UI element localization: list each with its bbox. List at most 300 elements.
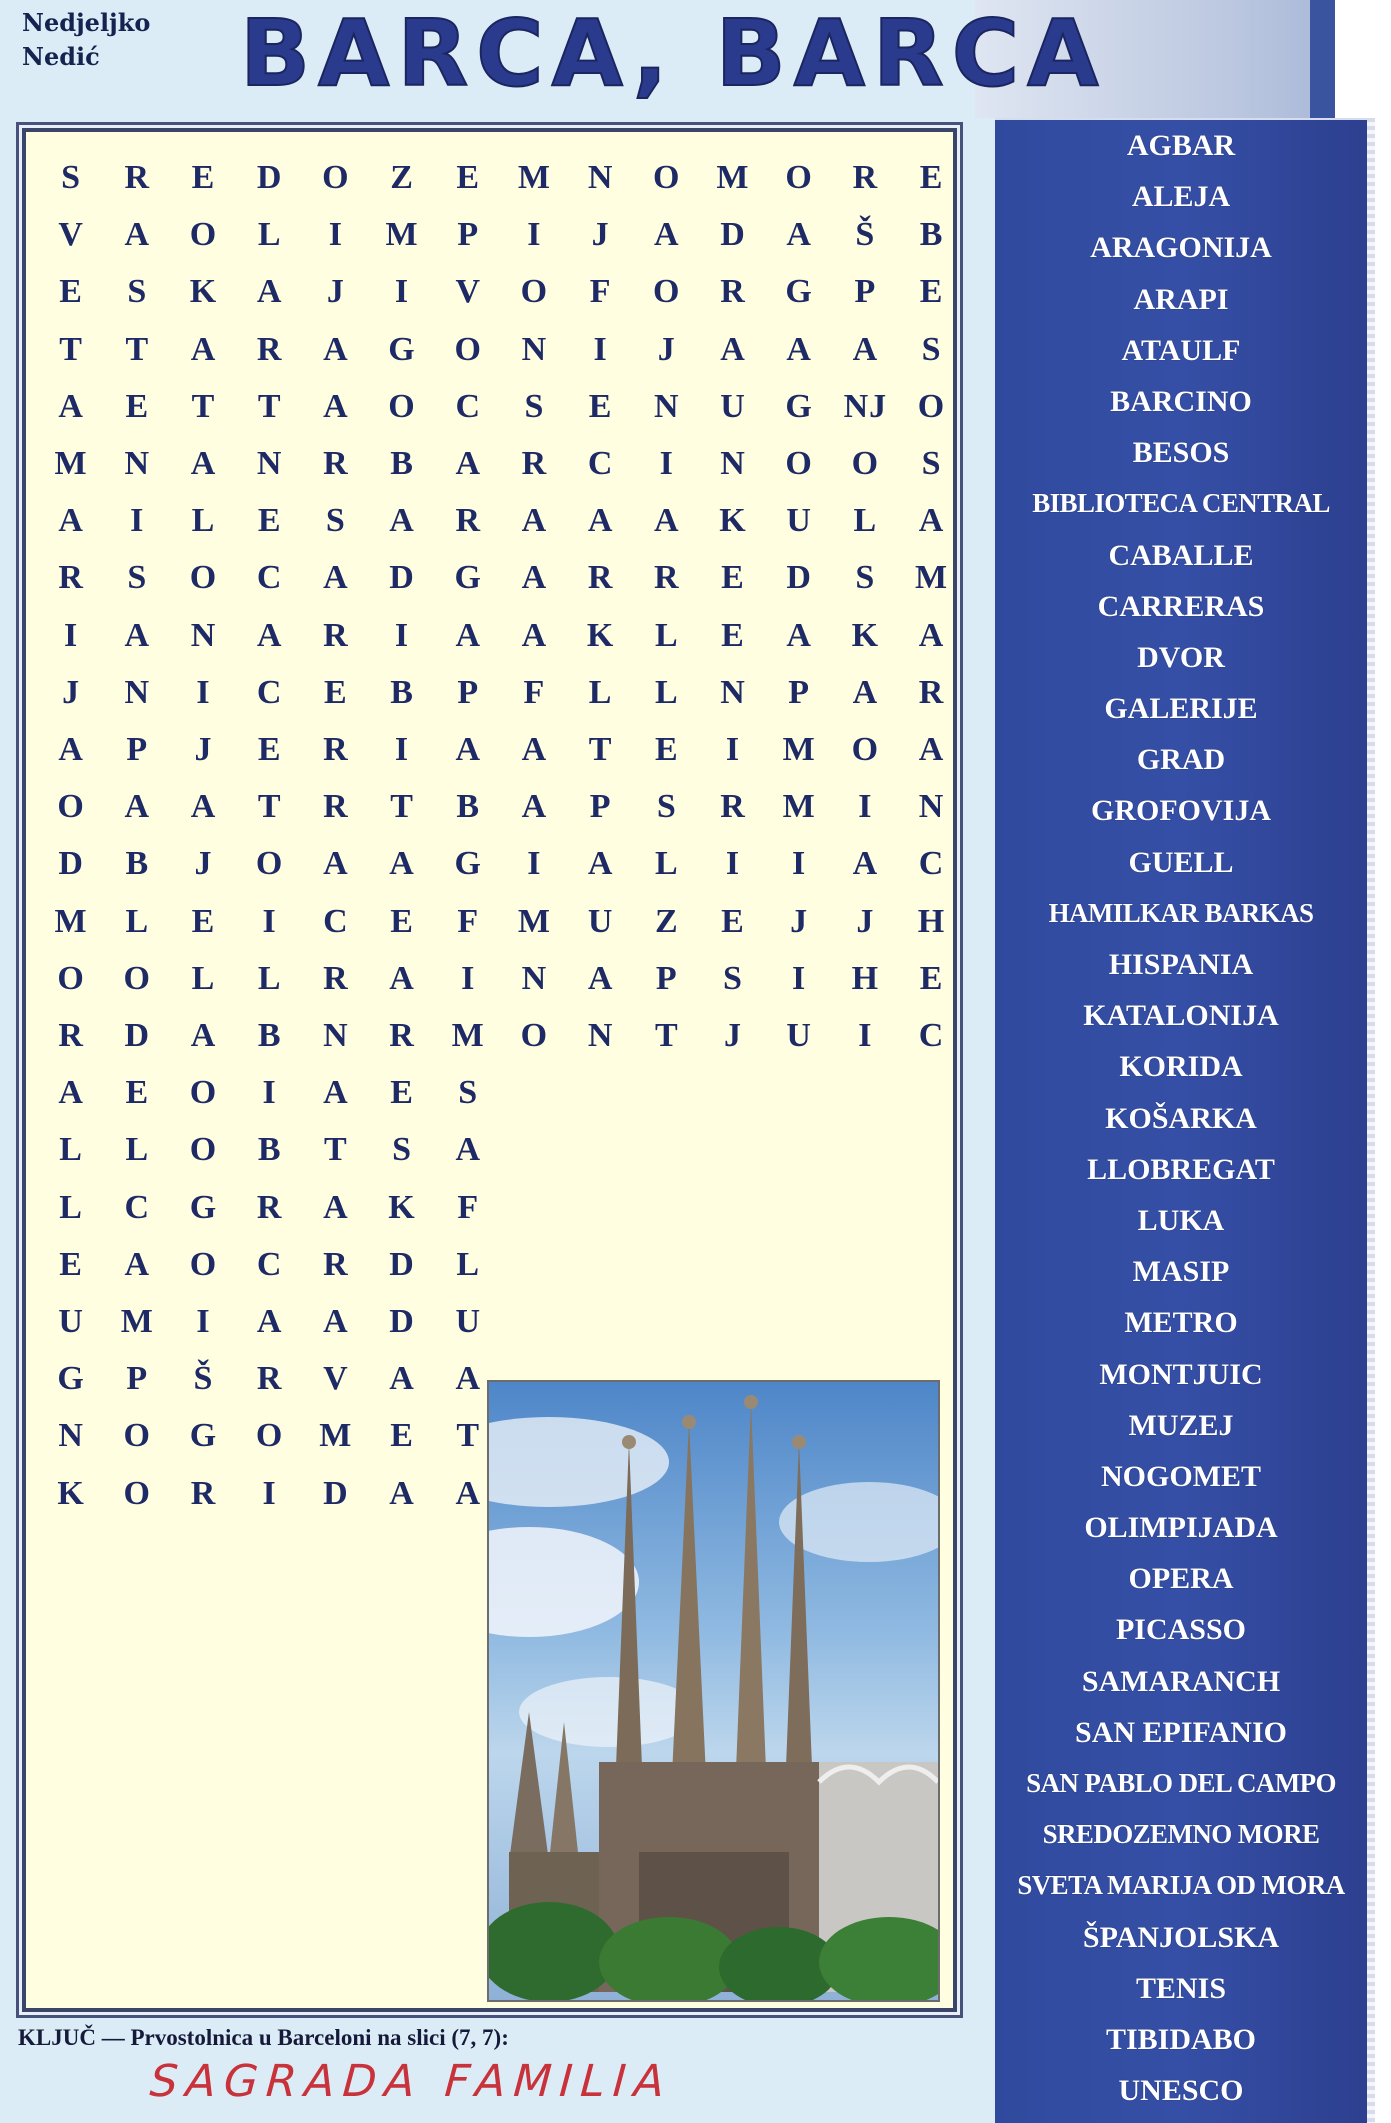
grid-letter: A [852,845,879,883]
grid-letter: R [720,273,746,311]
page-title: BARCA, BARCA [240,0,1107,107]
grid-letter: C [455,387,481,425]
word-list [995,120,1367,2123]
grid-letter: E [588,387,613,425]
grid-letter: O [454,330,482,368]
grid-letter: S [723,959,743,997]
grid-letter: C [918,1017,945,1054]
grid-letter: A [521,559,548,597]
grid-letter: A [124,788,151,826]
grid-letter: I [63,616,79,654]
grid-letter: A [786,616,812,654]
grid-letter: T [324,1131,348,1169]
grid-letter: A [455,1131,481,1169]
grid-letter: M [451,1017,485,1054]
grid-letter: D [720,216,746,254]
word-list-item: ARAPI [1133,282,1229,316]
grid-letter: M [517,902,551,940]
grid-letter: A [521,616,548,654]
grid-letter: G [454,845,482,883]
grid-row [38,1292,965,1352]
grid-letter: N [124,445,151,482]
grid-letter: S [127,273,148,311]
grid-letter: I [858,788,873,826]
grid-letter: D [389,1245,415,1283]
grid-letter: O [785,445,813,482]
grid-letter: M [716,159,750,196]
grid-letter: B [125,845,150,883]
grid-letter: F [523,673,546,711]
grid-letter: G [189,1188,218,1226]
grid-letter: A [323,330,349,368]
grid-letter: M [782,731,816,768]
grid-letter: A [58,1074,84,1112]
grid-letter: D [124,1017,151,1054]
grid-letter: O [520,273,549,311]
word-list-item: KORIDA [1119,1050,1243,1084]
grid-letter: U [58,1303,84,1340]
grid-letter: J [194,731,213,768]
grid-letter: P [457,673,480,711]
grid-letter: R [256,1188,283,1226]
grid-letter: P [788,673,811,711]
grid-letter: V [455,273,481,311]
grid-letter: D [389,559,415,597]
grid-letter: L [191,959,216,997]
grid-row [38,262,965,322]
grid-letter: I [130,502,145,540]
grid-letter: N [124,673,151,711]
grid-letter: I [527,216,542,254]
grid-letter: E [257,731,282,768]
grid-letter: C [256,673,283,711]
grid-letter: Z [654,902,679,940]
grid-letter: O [917,387,946,425]
word-list-item: ŠPANJOLSKA [1082,1920,1280,1954]
grid-letter: T [257,788,282,826]
grid-letter: A [389,845,415,883]
grid-letter: I [196,673,211,711]
grid-letter: L [654,845,679,883]
grid-row [38,377,965,437]
grid-letter: J [62,673,81,711]
grid-letter: E [257,502,282,540]
grid-letter: T [59,330,83,368]
grid-letter: P [126,1360,149,1398]
grid-letter: J [723,1017,742,1054]
grid-letter: R [521,445,548,482]
grid-letter: A [190,445,217,482]
grid-letter: M [54,902,88,940]
grid-letter: G [388,330,416,368]
grid-letter: O [189,216,218,254]
grid-letter: R [720,788,746,826]
word-list-item: HAMILKAR BARKAS [1048,897,1314,928]
grid-letter: S [325,502,346,540]
grid-letter: A [323,387,349,425]
grid-row [38,892,965,952]
word-list-item: HISPANIA [1108,948,1254,981]
sagrada-familia-photo [487,1380,940,2002]
grid-letter: K [719,502,747,540]
grid-letter: N [587,1017,614,1054]
word-list-item: SREDOZEMNO MORE [1042,1819,1320,1850]
grid-letter: D [389,1303,415,1340]
grid-letter: S [61,159,82,196]
grid-letter: K [388,1188,416,1226]
grid-letter: R [323,445,349,482]
grid-letter: L [125,1131,150,1169]
grid-letter: N [58,1417,84,1455]
grid-letter: A [323,559,349,597]
grid-letter: N [190,616,217,654]
grid-letter: A [918,616,945,654]
word-list-item: ALEJA [1131,180,1231,214]
grid-letter: T [390,788,414,826]
word-list-item: OLIMPIJADA [1084,1511,1278,1545]
grid-letter: Š [855,216,876,254]
grid-letter: L [59,1131,83,1169]
word-list-item: GUELL [1128,845,1234,879]
grid-letter: V [58,216,84,254]
grid-letter: J [790,902,809,940]
grid-row [38,720,965,780]
grid-letter: Š [193,1360,214,1398]
grid-letter: N [720,445,746,482]
grid-letter: N [720,673,746,711]
grid-letter: N [256,445,283,482]
grid-letter: R [323,788,349,826]
grid-letter: M [319,1417,353,1455]
grid-row [38,434,965,494]
grid-letter: A [786,330,812,368]
word-list-item: LLOBREGAT [1087,1152,1275,1186]
grid-letter: H [851,959,880,997]
grid-letter: G [189,1417,218,1455]
grid-letter: O [189,559,218,597]
grid-letter: K [57,1474,85,1512]
grid-letter: J [856,902,875,940]
grid-letter: O [322,159,350,196]
grid-letter: I [394,731,410,768]
grid-letter: U [587,902,614,940]
grid-letter: A [786,216,812,254]
grid-letter: S [524,387,545,425]
grid-letter: R [124,159,151,196]
grid-letter: S [458,1074,479,1112]
grid-letter: N [918,788,945,826]
grid-letter: E [390,902,414,940]
grid-letter: L [257,959,282,997]
grid-letter: U [786,1017,812,1054]
grid-letter: T [588,731,613,768]
grid-letter: S [127,559,148,597]
word-list-item: TIBIDABO [1105,2022,1257,2056]
grid-letter: A [720,330,746,368]
grid-letter: A [124,216,151,254]
grid-letter: R [455,502,481,540]
grid-letter: R [256,330,283,368]
word-list-item: BESOS [1132,436,1230,470]
grid-letter: C [256,1245,283,1283]
grid-letter: A [587,502,614,540]
grid-letter: O [520,1017,549,1054]
grid-letter: C [587,445,614,482]
grid-letter: A [654,216,680,254]
grid-letter: E [456,159,481,196]
grid-letter: M [517,159,551,196]
word-list-item: SAN PABLO DEL CAMPO [1026,1768,1336,1798]
grid-letter: S [656,788,677,826]
grid-letter: E [191,902,216,940]
word-list-item: CABALLE [1108,538,1254,572]
grid-letter: M [782,788,816,826]
grid-letter: O [653,159,681,196]
grid-letter: A [918,731,945,768]
grid-letter: P [655,959,678,997]
grid-letter: J [591,216,610,254]
grid-letter: A [455,445,481,482]
grid-letter: M [120,1303,154,1340]
grid-row [38,320,965,380]
grid-letter: O [255,845,284,883]
grid-letter: R [654,559,680,597]
grid-letter: E [919,959,944,997]
grid-letter: O [255,1417,284,1455]
grid-letter: I [262,902,277,940]
grid-letter: A [389,1360,415,1398]
grid-letter: I [725,731,741,768]
grid-letter: A [521,502,548,540]
grid-letter: A [455,1474,481,1512]
grid-letter: A [190,330,217,368]
word-list-item: MONTJUIC [1099,1357,1263,1391]
handwritten-answer: SAGRADA FAMILIA [148,2056,674,2107]
grid-letter: E [390,1417,414,1455]
grid-letter: N [654,387,680,425]
grid-letter: A [389,502,415,540]
grid-letter: T [456,1417,481,1455]
grid-letter: V [323,1360,349,1398]
grid-letter: L [191,502,216,540]
grid-letter: R [256,1360,283,1398]
word-list-item: NOGOMET [1100,1459,1261,1493]
grid-letter: O [785,159,813,196]
grid-letter: NJ [843,387,888,425]
grid-letter: L [853,502,878,540]
word-list-item: ATAULF [1121,333,1241,367]
grid-letter: I [792,845,807,883]
grid-letter: A [521,788,548,826]
grid-letter: E [721,616,745,654]
grid-row [38,1063,965,1123]
grid-letter: I [792,959,807,997]
grid-letter: D [786,559,812,597]
grid-letter: A [323,1188,349,1226]
grid-letter: F [589,273,612,311]
grid-letter: J [194,845,213,883]
grid-letter: E [324,673,348,711]
grid-letter: O [653,273,681,311]
grid-row [38,1006,965,1066]
grid-letter: A [58,387,84,425]
grid-letter: L [59,1188,83,1226]
grid-letter: E [125,1074,150,1112]
word-list-item: PICASSO [1115,1613,1247,1647]
word-list-item: ARAGONIJA [1090,231,1272,265]
grid-letter: T [257,387,282,425]
grid-row [38,1235,965,1295]
grid-letter: O [57,959,85,997]
grid-letter: S [921,330,942,368]
grid-letter: A [654,502,680,540]
grid-letter: A [256,1303,283,1340]
cathedral-illustration [489,1382,938,2000]
grid-row [38,777,965,837]
word-list-item: METRO [1124,1306,1238,1340]
grid-letter: A [256,616,283,654]
grid-letter: I [262,1474,277,1512]
grid-letter: A [587,959,614,997]
word-list-item: CARRERAS [1097,589,1265,623]
grid-letter: E [721,559,745,597]
grid-letter: A [455,731,481,768]
grid-letter: R [389,1017,415,1054]
grid-letter: K [586,616,615,654]
grid-letter: R [323,731,349,768]
grid-letter: I [659,445,674,482]
grid-letter: E [919,273,944,311]
grid-letter: A [58,502,84,540]
grid-letter: L [456,1245,481,1283]
grid-letter: R [58,559,84,597]
key-hint: KLJUČ — Prvostolnica u Barceloni na slici (7, 7): [18,2025,509,2050]
grid-letter: I [394,273,410,311]
grid-letter: N [587,159,614,196]
grid-letter: O [123,1417,151,1455]
author-name [22,6,150,74]
grid-letter: E [191,159,216,196]
grid-letter: P [854,273,877,311]
word-list-item: BIBLIOTECA CENTRAL [1032,488,1330,519]
grid-letter: P [126,731,149,768]
grid-letter: O [189,1074,218,1112]
grid-letter: G [785,273,813,311]
grid-letter: E [654,731,679,768]
grid-letter: I [196,1303,211,1340]
word-list-item: KOŠARKA [1105,1101,1257,1135]
grid-letter: L [654,673,679,711]
grid-letter: A [852,330,879,368]
grid-letter: E [721,902,745,940]
grid-letter: P [589,788,612,826]
grid-letter: Z [390,159,414,196]
grid-letter: I [527,845,542,883]
author-first-name: Nedjeljko [22,8,151,37]
grid-letter: I [725,845,741,883]
grid-letter: R [587,559,614,597]
grid-letter: N [521,959,548,997]
grid-letter: A [323,1074,349,1112]
grid-letter: T [125,330,150,368]
grid-letter: C [323,902,349,940]
grid-letter: F [457,902,480,940]
grid-letter: B [919,216,944,254]
grid-letter: A [852,673,879,711]
grid-row [38,205,965,265]
grid-row [38,834,965,894]
grid-letter: N [323,1017,349,1054]
grid-letter: I [858,1017,873,1054]
grid-letter: M [914,559,949,597]
word-list-item: TENIS [1135,1971,1227,2005]
word-list-item: AGBAR [1126,129,1236,162]
word-list-item: OPERA [1128,1562,1234,1596]
word-list-item: SAMARANCH [1081,1664,1281,1698]
grid-letter: A [455,1360,481,1398]
grid-letter: B [257,1017,282,1054]
grid-letter: O [388,387,416,425]
grid-letter: A [124,616,151,654]
word-list-item: SVETA MARIJA OD MORA [1017,1870,1345,1901]
grid-letter: K [189,273,218,311]
word-list-item: GALERIJE [1104,692,1258,726]
grid-letter: S [392,1131,412,1169]
grid-letter: M [385,216,419,254]
word-list-item: MUZEJ [1128,1408,1234,1442]
grid-row [38,548,965,608]
grid-letter: A [587,845,614,883]
grid-letter: E [919,159,944,196]
grid-letter: C [256,559,283,597]
grid-row [38,606,965,666]
word-list-item: KATALONIJA [1083,999,1279,1033]
word-list-item: UNESCO [1118,2074,1244,2108]
grid-letter: J [657,330,676,368]
grid-letter: A [256,273,283,311]
grid-letter: A [455,616,481,654]
grid-letter: O [57,788,85,826]
grid-letter: A [918,502,945,540]
grid-letter: R [323,616,349,654]
grid-letter: O [851,731,880,768]
grid-letter: R [323,1245,349,1283]
grid-letter: D [323,1474,349,1512]
grid-letter: S [855,559,876,597]
grid-letter: G [454,559,482,597]
grid-letter: J [326,273,345,311]
grid-letter: R [918,673,945,711]
word-list-item: BARCINO [1110,384,1252,418]
grid-letter: B [456,788,481,826]
grid-letter: C [918,845,945,883]
grid-letter: S [921,445,942,482]
grid-letter: A [521,731,548,768]
grid-letter: D [58,845,84,883]
grid-letter: M [54,445,88,482]
grid-letter: D [256,159,283,196]
grid-letter: T [654,1017,679,1054]
grid-row [38,663,965,723]
grid-letter: A [389,1474,415,1512]
grid-letter: R [852,159,879,196]
grid-letter: I [461,959,476,997]
grid-letter: K [851,616,880,654]
grid-letter: B [390,445,414,482]
grid-letter: A [58,731,84,768]
grid-letter: L [257,216,282,254]
grid-letter: T [191,387,216,425]
